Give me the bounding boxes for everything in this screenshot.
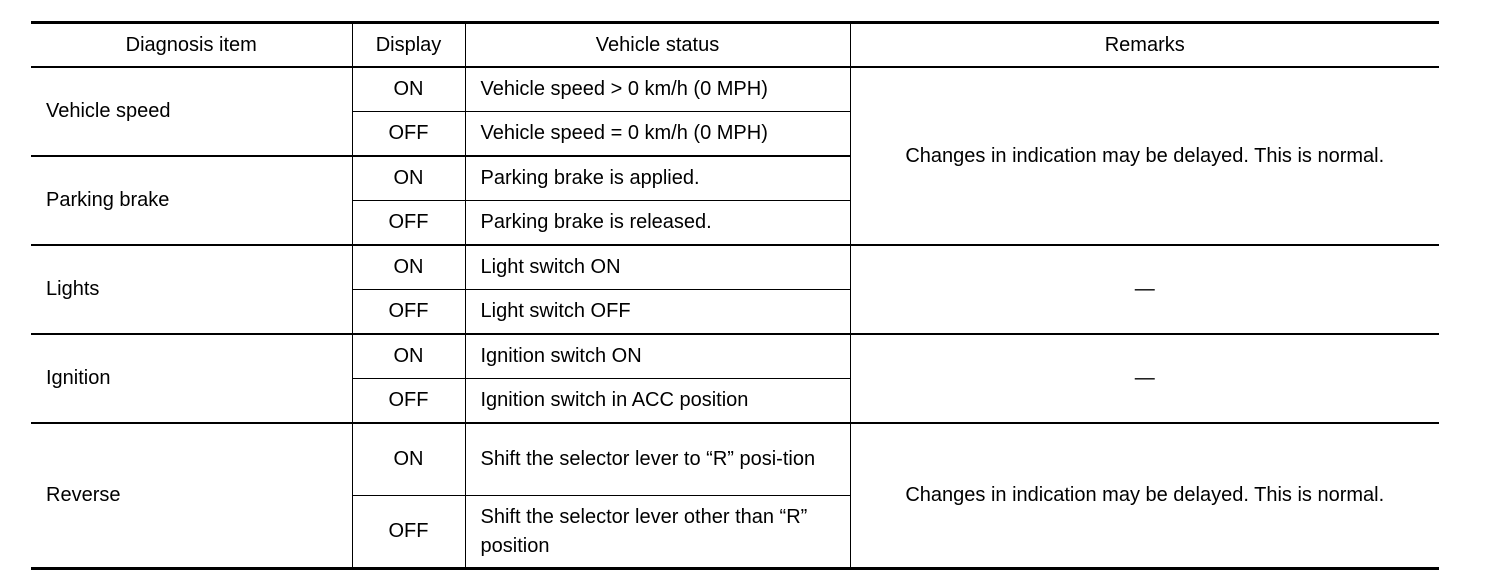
vehicle-status-cell: Light switch OFF: [465, 290, 850, 335]
display-cell: ON: [352, 334, 465, 379]
diagnosis-item-cell: Lights: [31, 245, 352, 334]
remarks-cell: Changes in indication may be delayed. This is normal.: [850, 67, 1439, 245]
table-row: [31, 245, 1439, 290]
vehicle-status-cell: Ignition switch in ACC position: [465, 379, 850, 424]
remarks-cell: —: [850, 334, 1439, 423]
table-row: [31, 423, 1439, 496]
header-display: Display: [352, 23, 465, 68]
diagnosis-item-cell: Reverse: [31, 423, 352, 569]
table-header-row: [31, 23, 1439, 68]
display-cell: OFF: [352, 496, 465, 569]
vehicle-status-cell: Parking brake is released.: [465, 201, 850, 246]
vehicle-status-cell: Light switch ON: [465, 245, 850, 290]
diagnosis-item-cell: Ignition: [31, 334, 352, 423]
vehicle-status-cell: Shift the selector lever other than “R” position: [465, 496, 850, 569]
header-diagnosis-item: Diagnosis item: [31, 23, 352, 68]
diagnosis-item-cell: Vehicle speed: [31, 67, 352, 156]
remarks-cell: —: [850, 245, 1439, 334]
display-cell: ON: [352, 156, 465, 201]
display-cell: OFF: [352, 379, 465, 424]
display-cell: ON: [352, 245, 465, 290]
table-row: [31, 67, 1439, 112]
header-vehicle-status: Vehicle status: [465, 23, 850, 68]
diagnosis-item-cell: Parking brake: [31, 156, 352, 245]
header-remarks: Remarks: [850, 23, 1439, 68]
vehicle-status-cell: Vehicle speed > 0 km/h (0 MPH): [465, 67, 850, 112]
display-cell: ON: [352, 67, 465, 112]
vehicle-status-cell: Vehicle speed = 0 km/h (0 MPH): [465, 112, 850, 157]
remarks-cell: Changes in indication may be delayed. This is normal.: [850, 423, 1439, 569]
table-row: [31, 334, 1439, 379]
diagnosis-table: [31, 21, 1439, 570]
display-cell: OFF: [352, 290, 465, 335]
display-cell: OFF: [352, 201, 465, 246]
vehicle-status-cell: Shift the selector lever to “R” posi-tion: [465, 423, 850, 496]
vehicle-status-cell: Ignition switch ON: [465, 334, 850, 379]
display-cell: ON: [352, 423, 465, 496]
vehicle-status-cell: Parking brake is applied.: [465, 156, 850, 201]
display-cell: OFF: [352, 112, 465, 157]
